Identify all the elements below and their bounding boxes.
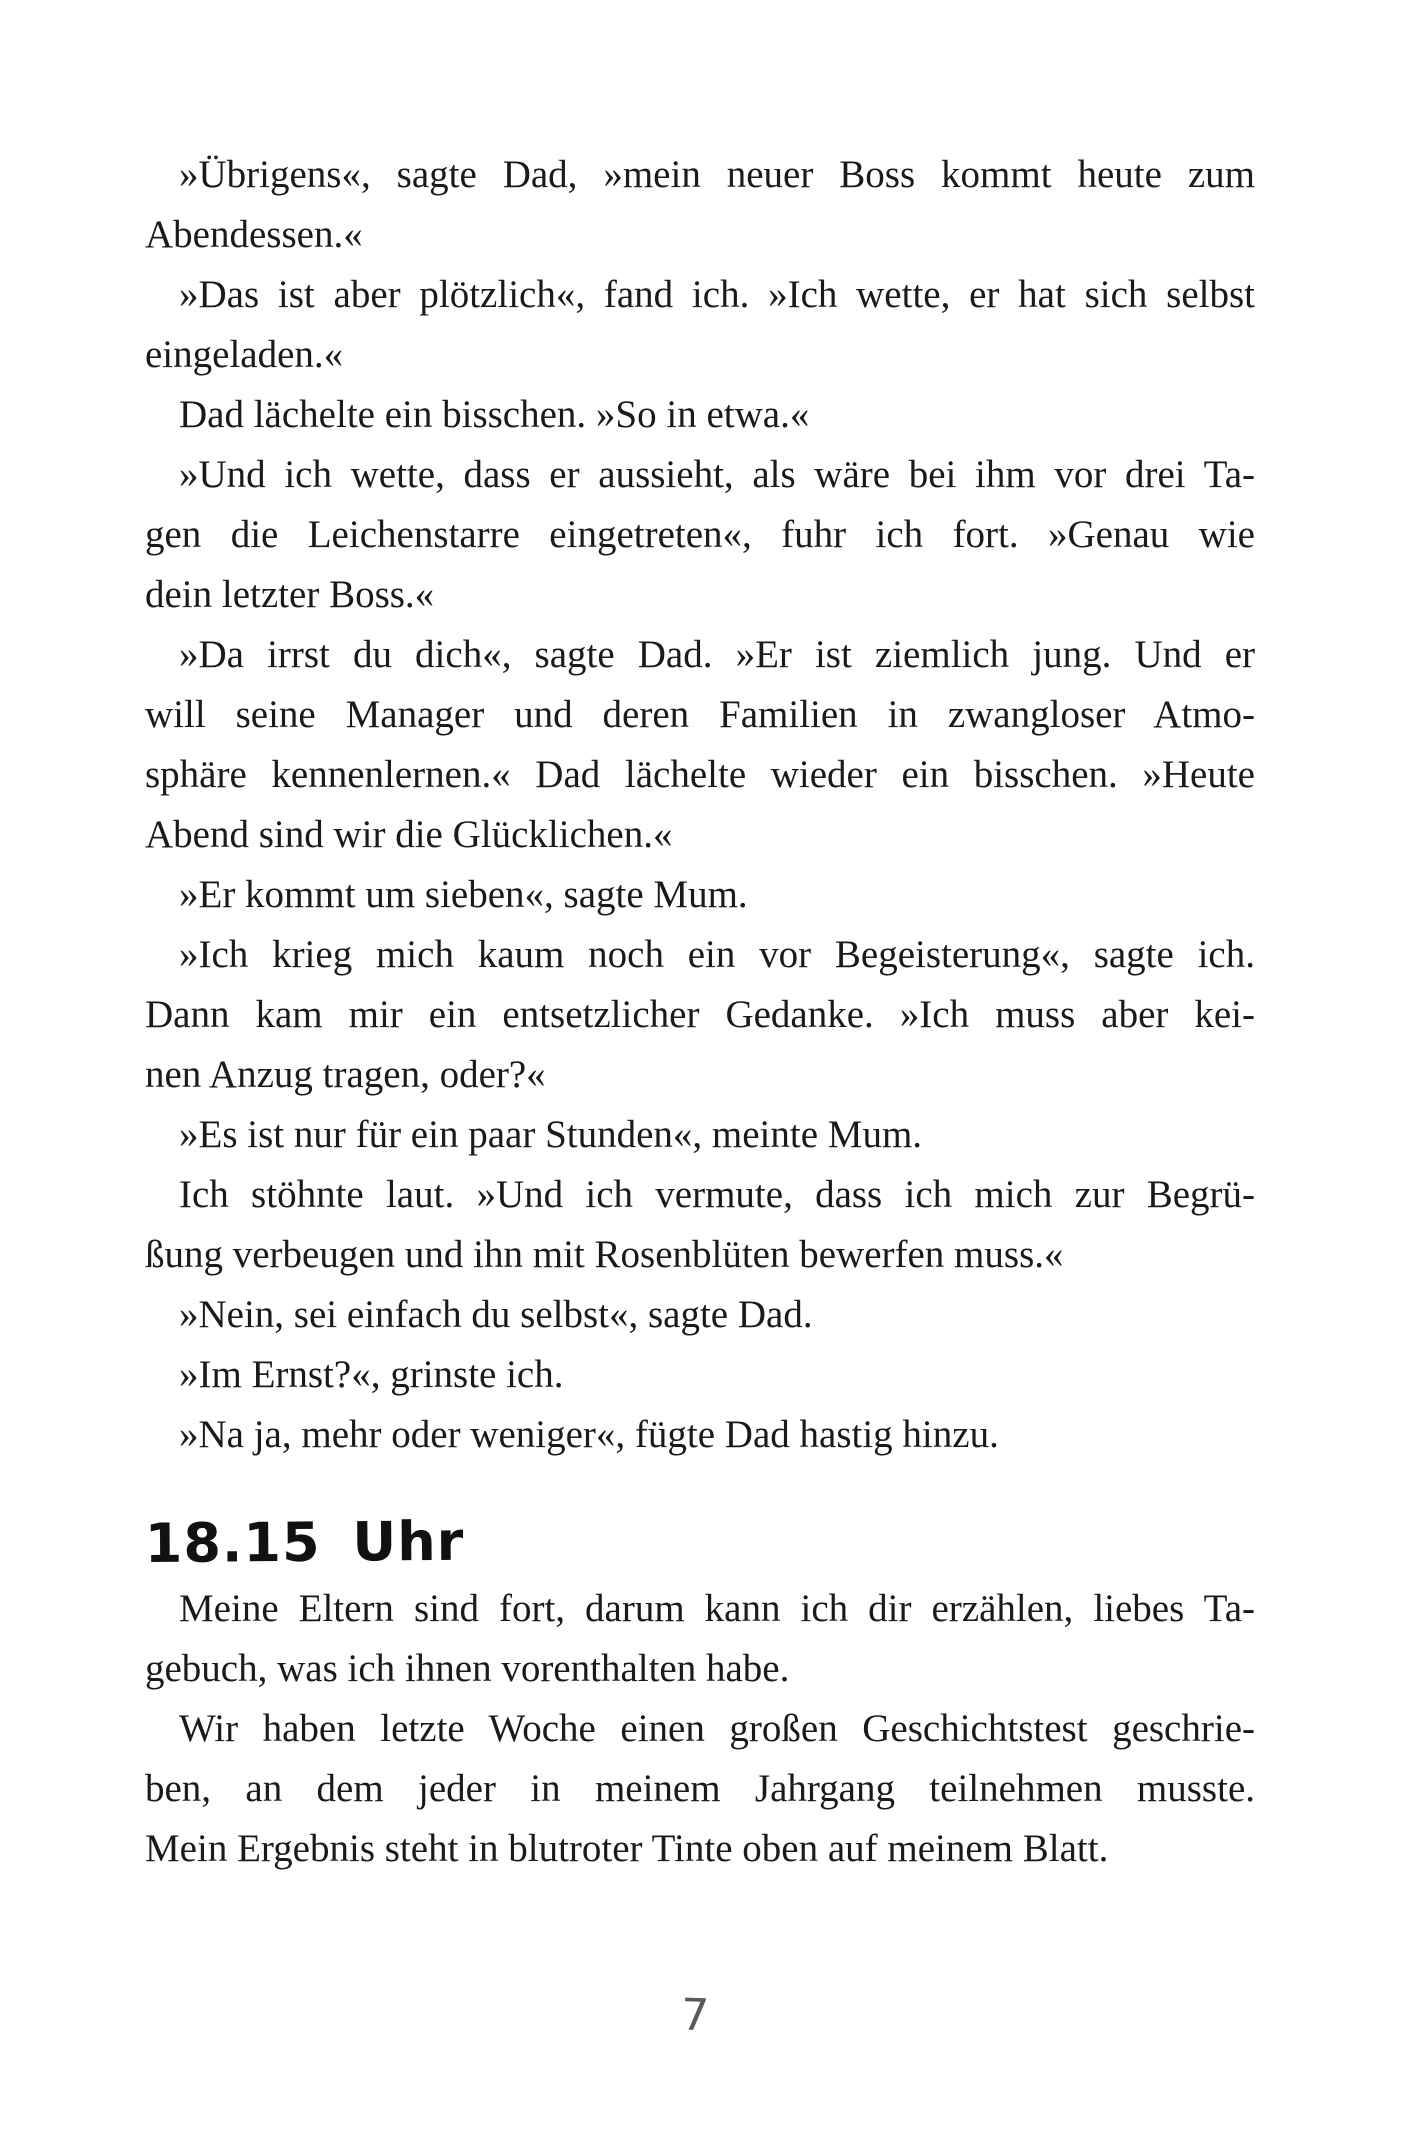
paragraph [145,1345,1255,1405]
time-heading: 18.15 Uhr [144,1509,465,1576]
text-line: Mein Ergebnis steht in blutroter Tinte oben auf meinem Blatt. [145,1827,1109,1870]
text-line: ben, an dem jeder in meinem Jahrgang teilnehmen musste. [145,1767,1255,1810]
text-line: nen Anzug tragen, oder?« [145,1053,546,1096]
paragraph [145,265,1255,385]
text-line: Meine Eltern sind fort, darum kann ich dir erzählen, liebes Ta- [179,1587,1255,1630]
text-line: will seine Manager und deren Familien in zwangloser Atmo- [145,693,1255,736]
paragraph [145,865,1255,925]
paragraph [145,1105,1255,1165]
text-line: »Übrigens«, sagte Dad, »mein neuer Boss kommt heute zum [179,153,1255,196]
text-line: Abendessen.« [145,213,363,256]
paragraph [145,445,1255,625]
text-line: »Na ja, mehr oder weniger«, fügte Dad hastig hinzu. [179,1413,999,1456]
text-line: Dad lächelte ein bisschen. »So in etwa.« [179,393,810,436]
text-line: »Das ist aber plötzlich«, fand ich. »Ich wette, er hat sich selbst [179,273,1255,316]
text-line: dein letzter Boss.« [145,573,435,616]
paragraph [145,1579,1255,1699]
paragraph [145,1405,1255,1465]
text-line: Ich stöhnte laut. »Und ich vermute, dass ich mich zur Begrü- [179,1173,1255,1216]
text-line: Abend sind wir die Glücklichen.« [145,813,673,856]
page-number: 7 [680,1989,710,2042]
text-line: »Es ist nur für ein paar Stunden«, meinte Mum. [179,1113,923,1156]
dialog-section [145,145,1255,1465]
text-line: Dann kam mir ein entsetzlicher Gedanke. »Ich muss aber kei- [145,993,1255,1036]
paragraph [145,1165,1255,1285]
text-line: ßung verbeugen und ihn mit Rosenblüten bewerfen muss.« [145,1233,1064,1276]
text-line: gen die Leichenstarre eingetreten«, fuhr ich fort. »Genau wie [145,513,1255,556]
text-line: sphäre kennenlernen.« Dad lächelte wieder ein bisschen. »Heute [145,753,1255,796]
text-line: »Und ich wette, dass er aussieht, als wäre bei ihm vor drei Ta- [179,453,1255,496]
paragraph [145,1285,1255,1345]
text-line: »Im Ernst?«, grinste ich. [179,1353,564,1396]
text-line: gebuch, was ich ihnen vorenthalten habe. [145,1647,790,1690]
text-line: »Ich krieg mich kaum noch ein vor Begeisterung«, sagte ich. [179,933,1255,976]
paragraph [145,925,1255,1105]
text-line: eingeladen.« [145,333,344,376]
paragraph [145,385,1255,445]
paragraph [145,1699,1255,1879]
text-line: »Er kommt um sieben«, sagte Mum. [179,873,748,916]
paragraph [145,625,1255,865]
text-line: Wir haben letzte Woche einen großen Geschichtstest geschrie- [179,1707,1255,1750]
paragraph [145,145,1255,265]
diary-section [145,1579,1255,1879]
text-line: »Da irrst du dich«, sagte Dad. »Er ist ziemlich jung. Und er [179,633,1255,676]
text-line: »Nein, sei einfach du selbst«, sagte Dad. [179,1293,813,1336]
text-block [145,145,1255,1879]
